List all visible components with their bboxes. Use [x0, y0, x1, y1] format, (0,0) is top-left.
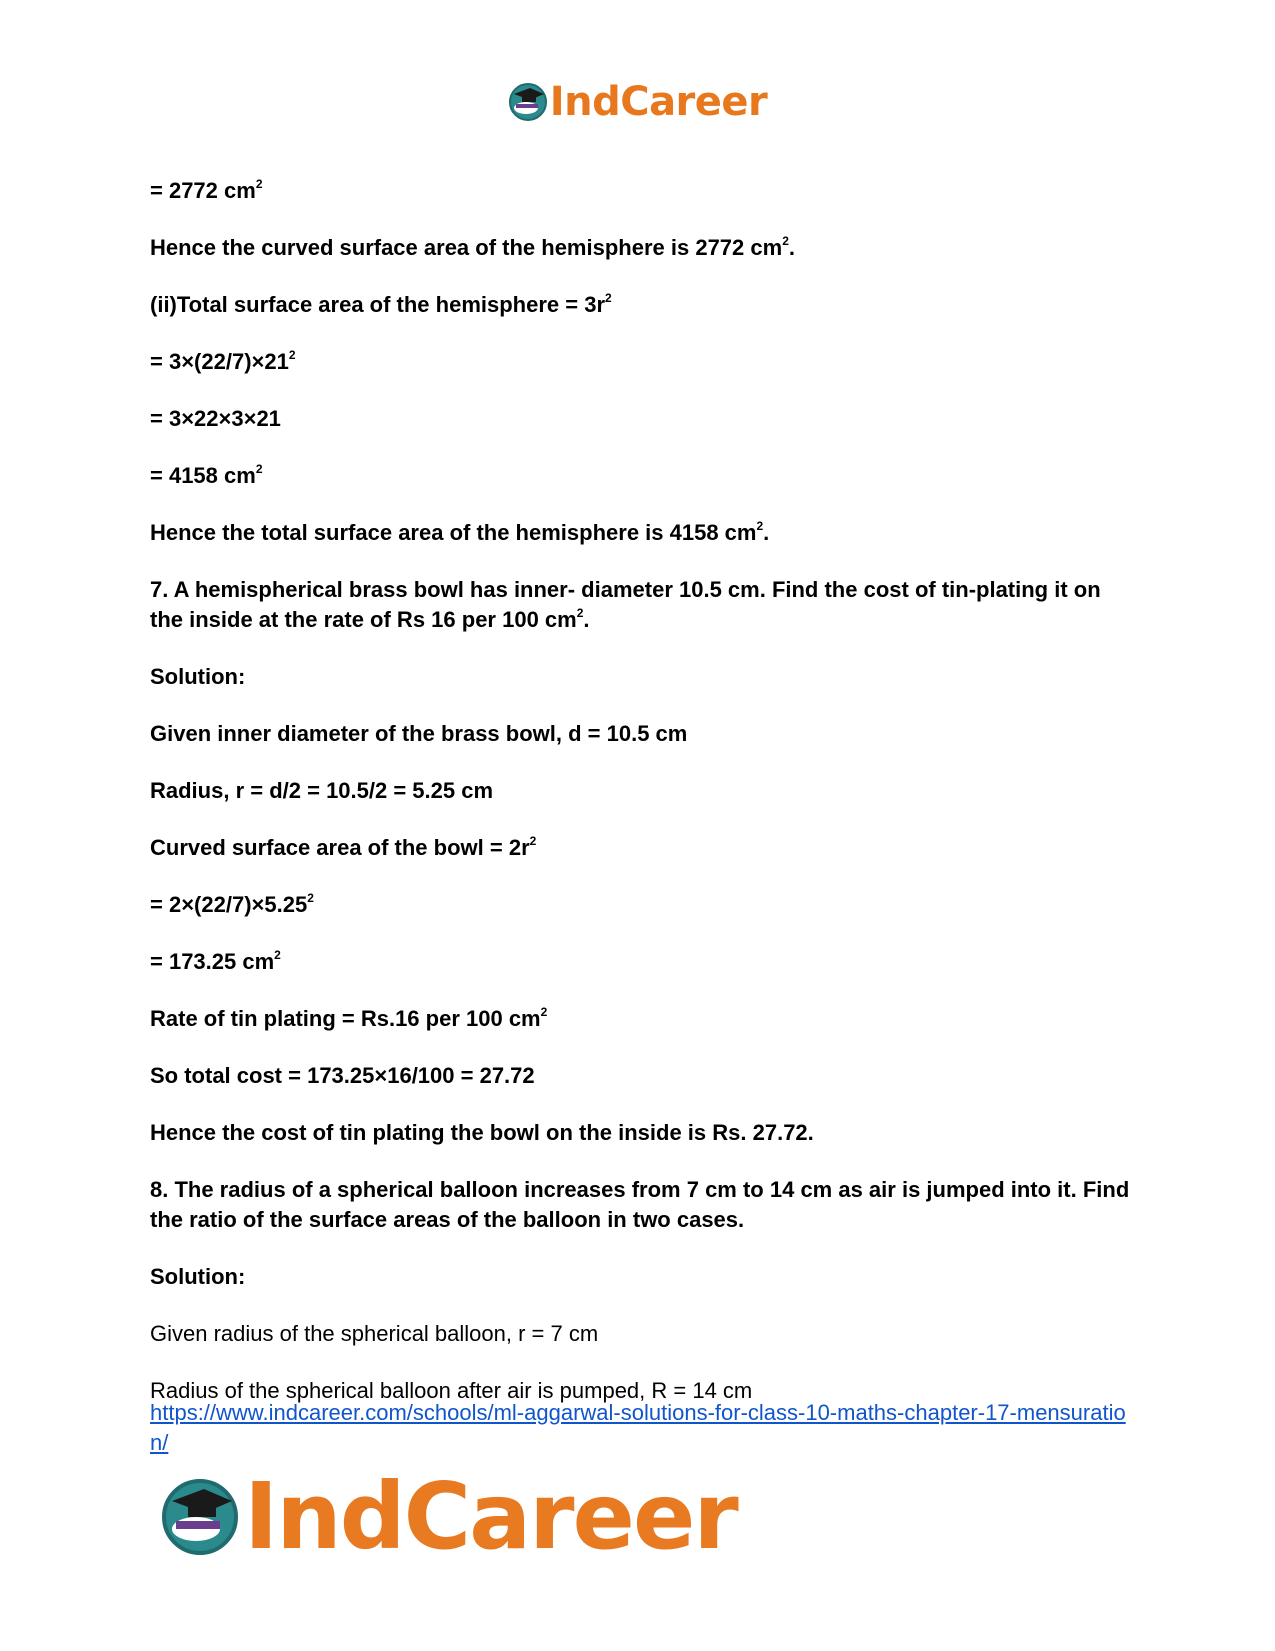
header-logo — [0, 80, 1275, 124]
text-line: So total cost = 173.25×16/100 = 27.72 — [150, 1063, 535, 1088]
source-link-line — [150, 1398, 1140, 1458]
brand-wordmark: IndCareer — [244, 1463, 737, 1570]
graduation-globe-icon — [160, 1477, 240, 1557]
text-line: Hence the total surface area of the hemisphere is 4158 $cm^2$. — [150, 519, 770, 545]
text-line: Given inner diameter of the brass bowl, d = 10.5 cm — [150, 721, 688, 746]
question-7: 7. A hemispherical brass bowl has inner- diameter 10.5 cm. Find the cost of tin-plating it on the inside at the rate of Rs 16 per 100 $cm^2$. — [150, 577, 1101, 632]
text-line: = 173.25 $cm^2$ — [150, 948, 281, 974]
text-line: Hence the curved surface area of the hemisphere is 2772 $cm^2$. — [150, 234, 795, 260]
text-line: (ii)Total surface area of the hemisphere = $3r^2$ — [150, 291, 612, 317]
text-line: = 4158 $cm^2$ — [150, 462, 263, 488]
text-line: Curved surface area of the bowl = $2r^2$ — [150, 834, 537, 860]
text-line: Radius of the spherical balloon after air is pumped, R = 14 cm — [150, 1378, 753, 1403]
graduation-globe-icon — [508, 82, 548, 122]
solution-heading: Solution: — [150, 664, 246, 689]
text-line: = $2\times(22/7)\times 5.25^2$ — [150, 891, 314, 917]
source-link[interactable]: https://www.indcareer.com/schools/ml-aggarwal-solutions-for-class-10-maths-chapter-17-mensuration/ — [150, 1400, 1126, 1455]
text-line: = 2772 $cm^2$ — [150, 177, 263, 203]
text-line: Rate of tin plating = Rs.16 per 100 $cm^2$ — [150, 1005, 548, 1031]
text-line: = 3×22×3×21 — [150, 406, 281, 431]
text-line: Radius, r = d/2 = 10.5/2 = 5.25 cm — [150, 778, 494, 803]
text-line: Hence the cost of tin plating the bowl on the inside is Rs. 27.72. — [150, 1120, 814, 1145]
text-line: Given radius of the spherical balloon, r = 7 cm — [150, 1321, 599, 1346]
text-line: = $3\times(22/7)\times 21^2$ — [150, 348, 296, 374]
brand-wordmark: IndCareer — [549, 79, 768, 125]
document-body — [150, 176, 1130, 1433]
solution-heading: Solution: — [150, 1264, 246, 1289]
question-8: 8. The radius of a spherical balloon increases from 7 cm to 14 cm as air is jumped into it. Find the ratio of the surface areas of the balloon in two cases. — [150, 1177, 1130, 1232]
footer-logo — [160, 1463, 737, 1570]
